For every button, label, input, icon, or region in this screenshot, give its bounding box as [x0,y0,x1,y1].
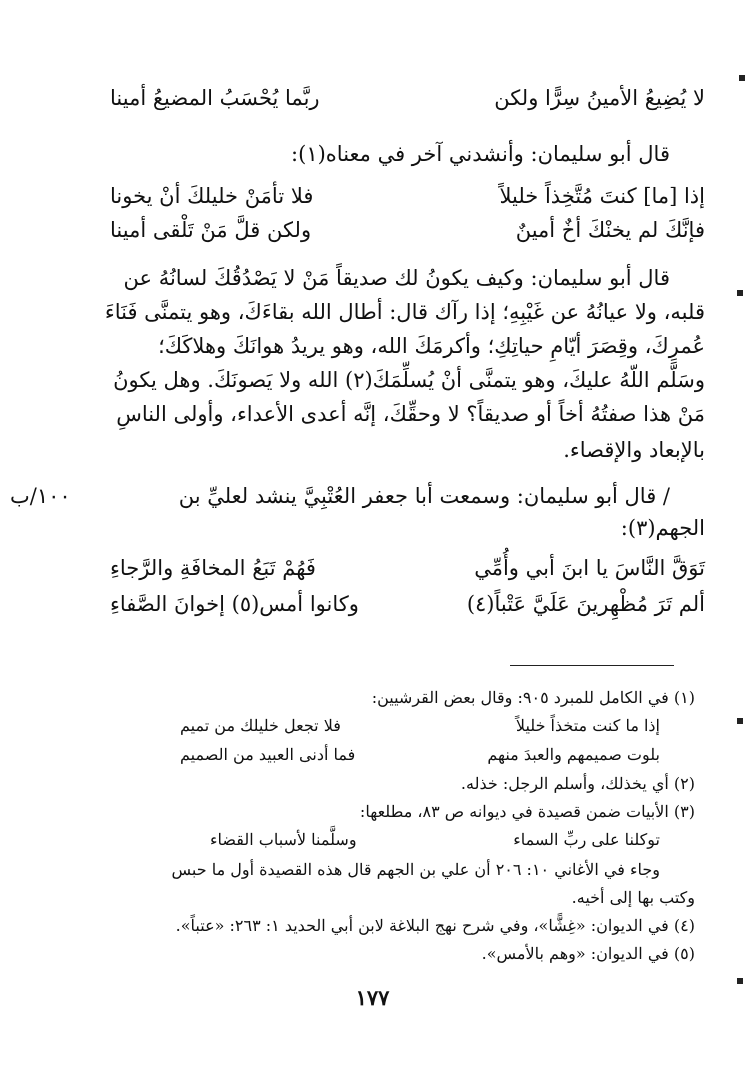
paragraph-line: قال أبو سليمان: وأنشدني آخر في معناه(١): [291,142,670,166]
scan-mark [737,978,743,984]
paragraph-line: عُمرِكَ، وقِصَرَ أيّامِ حياتِكِ؛ وأكرمَكَ الله، وهو يريدُ هوانَكَ وهلاكَكَ؛ [158,334,705,358]
paragraph-line: وسَلَّم اللّهُ عليكَ، وهو يتمنَّى أنْ يُسلِّمَكَ(٢) الله ولا يَصونَكَ. وهل يكونُ [113,368,705,392]
hemistich-first: فإنَّكَ لم يخنْكَ أخٌ أمينٌ [515,218,705,242]
footnote-5: (٥) في الديوان: «وهم بالأمس». [481,944,695,963]
hemistich-first: لا يُضِيعُ الأمينُ سِرًّا ولكن [494,86,705,110]
scan-mark [739,75,745,81]
paragraph-line: بالإبعاد والإقصاء. [563,438,705,462]
paragraph-line: مَنْ هذا صفتُهُ أخاً أو صديقاً؟ لا وحقِّكَ، إنَّه أعدى الأعداء، وأولى الناسِ [116,402,705,426]
footnote-verse [180,716,660,735]
verse-line [110,592,705,616]
footnote-3-cont: وجاء في الأغاني ١٠: ٢٠٦ أن علي بن الجهم قال هذه القصيدة أول ما حبس [171,860,660,879]
paragraph-line: الجهم(٣): [620,516,705,540]
footnote-verse [210,830,660,849]
verse-line [110,184,705,208]
footnote-verse [180,745,660,764]
page-number: ١٧٧ [355,985,390,1010]
hemistich-first: تَوَقَّ النَّاسَ يا ابنَ أبي وأُمِّي [474,556,705,580]
paragraph-line: قلبه، ولا عيانُهُ عن غَيْبِهِ؛ إذا رآك قال: أطال الله بقاءَكَ، وهو يتمنَّى فَنَاءَ [104,300,705,324]
hemistich-first: إذا ما كنت متخذاً خليلاً [515,716,660,735]
hemistich-first: إذا [ما] كنتَ مُتَّخِذاً خليلاً [499,184,705,208]
hemistich-second: ولكن قلَّ مَنْ تَلْقى أمينا [110,218,312,242]
hemistich-second: ربَّما يُحْسَبُ المضيعُ أمينا [110,86,320,110]
footnote-separator [510,665,674,666]
hemistich-first: بلوت صميمهم والعبدَ منهم [487,745,660,764]
paragraph-line: / قال أبو سليمان: وسمعت أبا جعفر العُتْبِيَّ ينشد لعليِّ بن [178,484,670,508]
footnote-1: (١) في الكامل للمبرد ٩٠٥: وقال بعض القرشيين: [371,688,695,707]
paragraph-line: قال أبو سليمان: وكيف يكونُ لك صديقاً مَنْ لا يَصْدُقُكَ لسانُهُ عن [123,266,670,290]
verse-line [110,218,705,242]
hemistich-second: فَهُمْ تَبَعُ المخافَةِ والرَّجاءِ [110,556,316,580]
footnote-3-cont: وكتب بها إلى أخيه. [571,888,695,907]
scan-mark [737,718,743,724]
hemistich-second: فلا تجعل خليلك من تميم [180,716,341,735]
margin-reference: ١٠٠/ب [10,484,71,508]
footnote-2: (٢) أي يخذلك، وأسلم الرجل: خذله. [460,774,695,793]
hemistich-first: ألم تَرَ مُظْهِرينَ عَلَيَّ عَتْباً(٤) [466,592,705,616]
footnote-4: (٤) في الديوان: «غِشًّا»، وفي شرح نهج البلاغة لابن أبي الحديد ١: ٢٦٣: «عتباً». [175,916,695,935]
verse-line [110,86,705,110]
verse-line [110,556,705,580]
hemistich-second: وسلَّمنا لأسباب القضاء [210,830,357,849]
footnote-3: (٣) الأبيات ضمن قصيدة في ديوانه ص ٨٣، مطلعها: [359,802,695,821]
hemistich-first: توكلنا على ربِّ السماء [513,830,660,849]
hemistich-second: فلا تأمَنْ خليلكَ أنْ يخونا [110,184,314,208]
scan-mark [737,290,743,296]
hemistich-second: فما أدنى العبيد من الصميم [180,745,356,764]
hemistich-second: وكانوا أمس(٥) إخوانَ الصَّفاءِ [110,592,359,616]
